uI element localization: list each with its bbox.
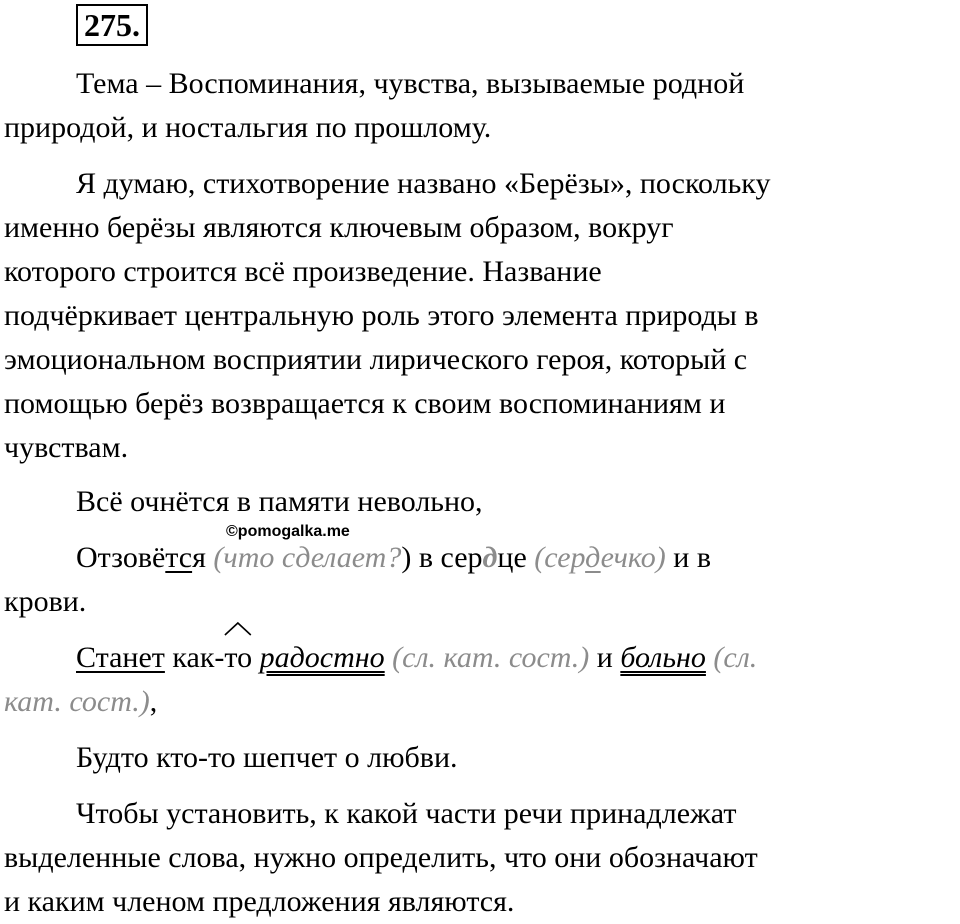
poem-line-1: Всё очнётся в памяти невольно, bbox=[76, 485, 483, 518]
word-otzovetsya-start: Отзовё bbox=[76, 541, 166, 574]
conclusion-line-2: выделенные слова, нужно определить, что они обозначают bbox=[4, 841, 758, 874]
check-word-end: ечко) bbox=[600, 541, 666, 574]
word-kak: как- bbox=[164, 641, 225, 674]
word-radostno: радостно bbox=[259, 641, 385, 674]
part-of-speech-note-2b: кат. сост.) bbox=[4, 685, 150, 718]
poem-line-2 bbox=[4, 536, 960, 580]
poem-line-2-cont: крови. bbox=[4, 585, 87, 618]
part-of-speech-note-1: (сл. кат. сост.) bbox=[392, 641, 590, 674]
explanation-line-1: Я думаю, стихотворение названо «Берёзы», поскольку bbox=[76, 167, 771, 200]
theme-line-1: Тема – Воспоминания, чувства, вызываемые родной bbox=[76, 67, 745, 100]
poem-line-2-end: и в bbox=[665, 541, 712, 574]
letter-d-highlight: д bbox=[482, 541, 498, 574]
word-stanet: Станет bbox=[76, 641, 165, 674]
check-word-start: (сер bbox=[534, 541, 586, 574]
explanation-line-3: которого строится всё произведение. Название bbox=[4, 255, 602, 288]
conclusion-line-1: Чтобы установить, к какой части речи принадлежат bbox=[76, 797, 737, 830]
poem-line-4: Будто кто-то шепчет о любви. bbox=[76, 741, 458, 774]
part-of-speech-note-2a: (сл. bbox=[713, 641, 758, 674]
exercise-number: 275. bbox=[76, 4, 148, 46]
poem-line-3 bbox=[4, 636, 960, 680]
question-note-close: ) bbox=[401, 541, 412, 574]
check-word-letter: д bbox=[585, 541, 601, 574]
word-and: и bbox=[589, 641, 621, 674]
explanation-line-6: помощью берёз возвращается к своим воспоминаниям и bbox=[4, 387, 726, 420]
conclusion-line-3: и каким членом предложения являются. bbox=[4, 885, 515, 918]
watermark: ©pomogalka.me bbox=[226, 523, 350, 540]
theme-line-2: природой, и ностальгия по прошлому. bbox=[4, 111, 492, 144]
word-serdce-start: в сер bbox=[411, 541, 483, 574]
word-otzovetsya-suffix: тс bbox=[165, 541, 193, 574]
poem-line-3-cont bbox=[4, 680, 960, 724]
explanation-line-4: подчёркивает центральную роль этого элемента природы в bbox=[4, 299, 759, 332]
word-to-suffix: то bbox=[224, 636, 252, 680]
explanation-line-7: чувствам. bbox=[4, 431, 129, 464]
explanation-line-2: именно берёзы являются ключевым образом, вокруг bbox=[4, 211, 674, 244]
poem-line-3-comma: , bbox=[149, 685, 158, 718]
explanation-line-5: эмоциональном восприятии лирического героя, который с bbox=[4, 343, 748, 376]
word-otzovetsya-end: я bbox=[192, 541, 206, 574]
word-bolno: больно bbox=[620, 641, 706, 674]
suffix-arc-mark bbox=[224, 620, 252, 636]
word-serdce-end: це bbox=[497, 541, 535, 574]
question-note: (что сделает? bbox=[213, 541, 402, 574]
